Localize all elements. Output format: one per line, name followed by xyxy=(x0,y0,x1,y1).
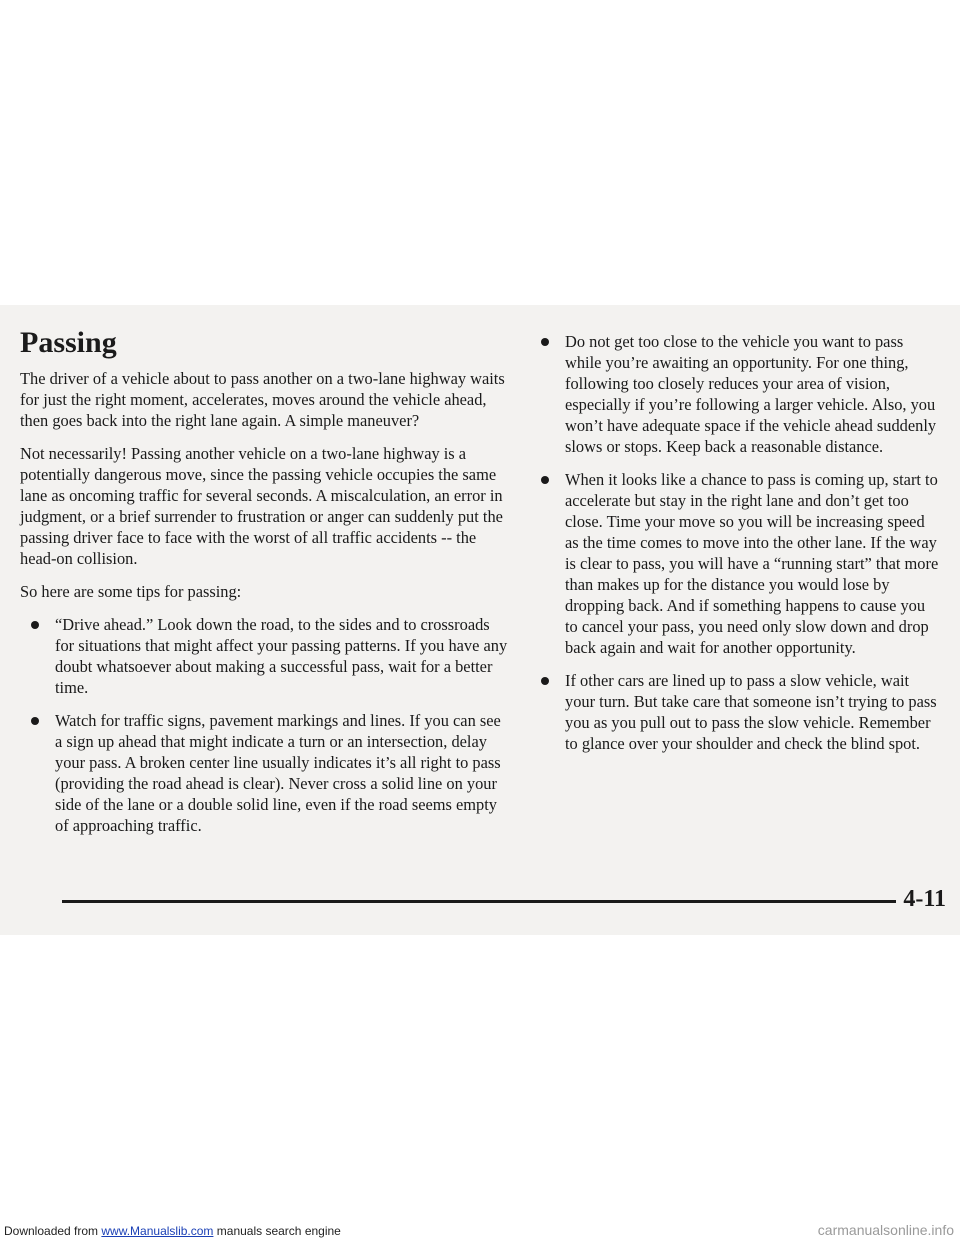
warning-paragraph: Not necessarily! Passing another vehicle on a two-lane highway is a potentially dangerous move, since the passing vehicle occupies the same lane as oncoming traffic for several seconds. A miscalculation, an error in judgment, or a brief surrender to frustration or anger can suddenly put the passing driver face to face with the worst of all traffic accidents -- the head-on collision. xyxy=(20,444,503,568)
download-footer xyxy=(4,1224,341,1238)
tips-list-left xyxy=(20,614,510,836)
footer-suffix: manuals search engine xyxy=(213,1224,341,1238)
left-column xyxy=(20,368,510,848)
page-number: 4-11 xyxy=(903,886,946,912)
tips-intro: So here are some tips for passing: xyxy=(20,582,242,601)
intro-paragraph: The driver of a vehicle about to pass another on a two-lane highway waits for just the right moment, accelerates, moves around the vehicle ahead, then goes back into the right lane again. A simple maneuver? xyxy=(20,369,505,430)
list-item-text: If other cars are lined up to pass a slow vehicle, wait your turn. But take care that someone isn’t trying to pass you as you pull out to pass the slow vehicle. Remember to glance over your shoulder and check the blind spot. xyxy=(565,671,937,753)
list-item xyxy=(20,614,510,698)
list-item-text: Watch for traffic signs, pavement markings and lines. If you can see a sign up ahead that might indicate a turn or an intersection, delay your pass. A broken center line usually indicates it’s all right to pass (providing the road ahead is clear). Never cross a solid line on your side of the lane or a double solid line, even if the road seems empty of approaching traffic. xyxy=(55,711,501,835)
bullet-icon xyxy=(31,717,39,725)
list-item xyxy=(530,331,940,457)
list-item-text: When it looks like a chance to pass is coming up, start to accelerate but stay in the right lane and don’t get too close. Time your move so you will be increasing speed as the time comes to move into the other lane. If the way is clear to pass, you will have a “running start” that more than makes up for the distance you would lose by dropping back. And if something happens to cause you to cancel your pass, you need only slow down and drop back again and wait for another opportunity. xyxy=(565,470,939,657)
section-title: Passing xyxy=(20,326,117,359)
bullet-icon xyxy=(541,338,549,346)
bullet-icon xyxy=(541,677,549,685)
list-item-text: Do not get too close to the vehicle you want to pass while you’re awaiting an opportunity. For one thing, following too closely reduces your area of vision, especially if you’re following a larger vehicle. Also, you won’t have adequate space if the vehicle ahead suddenly slows or stops. Keep back a reasonable distance. xyxy=(565,332,937,456)
list-item xyxy=(530,469,940,658)
list-item xyxy=(20,710,510,836)
bullet-icon xyxy=(541,476,549,484)
list-item-text: “Drive ahead.” Look down the road, to the sides and to crossroads for situations that might affect your passing patterns. If you have any doubt whatsoever about making a successful pass, wait for a better time. xyxy=(55,615,508,697)
manualslib-link[interactable]: www.Manualslib.com xyxy=(101,1224,214,1238)
footer-rule xyxy=(62,900,896,903)
tips-list-right xyxy=(530,331,940,754)
right-column xyxy=(530,331,940,766)
watermark: carmanualsonline.info xyxy=(817,1222,954,1238)
list-item xyxy=(530,670,940,754)
bullet-icon xyxy=(31,621,39,629)
footer-prefix: Downloaded from xyxy=(4,1224,102,1238)
